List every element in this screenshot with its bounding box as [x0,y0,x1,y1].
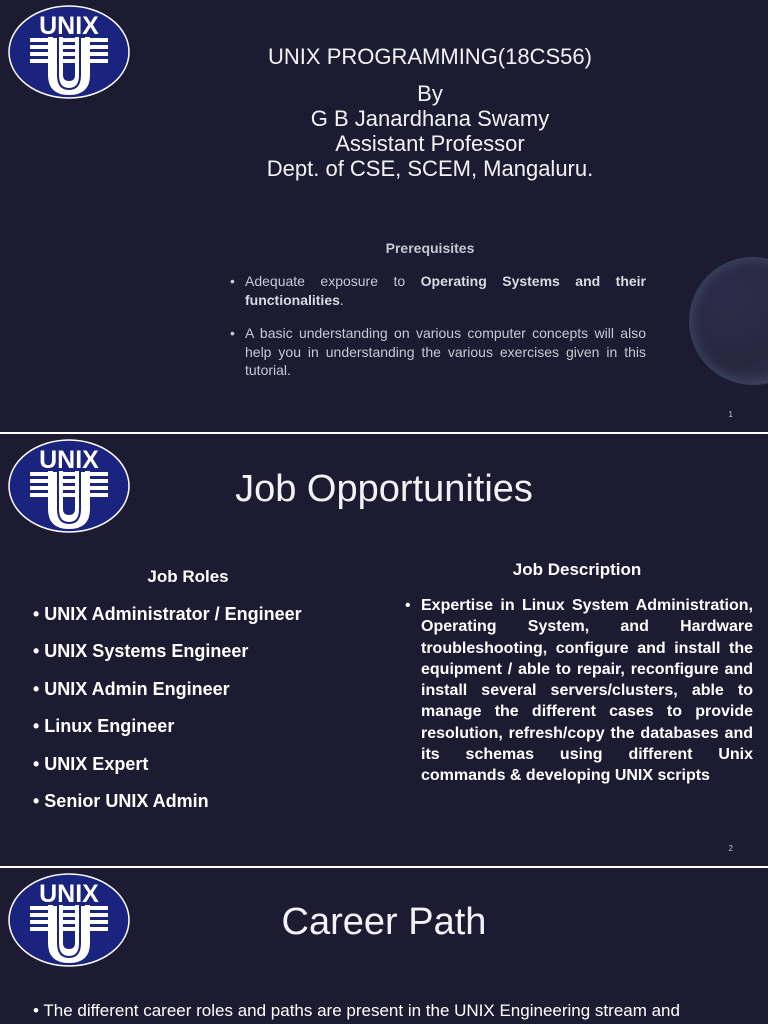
prerequisite-item [230,272,646,309]
job-role-item: • UNIX Administrator / Engineer [33,604,302,624]
job-role-item: • UNIX Admin Engineer [33,678,230,699]
prereq-text: Adequate exposure to [245,273,421,289]
prerequisites-heading: Prerequisites [385,240,475,256]
author-title: Assistant Professor [335,131,525,156]
slide-1 [0,0,768,432]
prerequisites-list [230,272,646,395]
logo-text: UNIX [39,880,99,908]
logo-text: UNIX [39,446,99,474]
slide-3 [0,868,768,1024]
logo-text: UNIX [39,12,99,40]
unix-logo-icon [8,439,130,533]
decorative-orb [690,258,768,384]
slide-2 [0,434,768,866]
career-path-bullet: • The different career roles and paths are present in the UNIX Engineering stream and [33,1001,680,1020]
author-dept: Dept. of CSE, SCEM, Mangaluru. [266,156,594,181]
unix-logo-icon [8,5,130,99]
spacer [200,69,660,81]
prerequisite-item: • A basic understanding on various computer concepts will also help you in understanding the various exercises given in this tutorial. [230,324,646,380]
job-description [405,595,753,787]
job-role-item: • UNIX Systems Engineer [33,641,249,662]
slide-number: 1 [728,410,733,419]
unix-logo-icon [8,873,130,967]
author-name: G B Janardhana Swamy [310,106,550,131]
job-roles-list [33,604,302,828]
title-block [200,44,660,181]
job-roles-heading: Job Roles [147,567,229,586]
slide-title: Job Opportunities [235,468,533,510]
by-line: By [417,81,443,106]
prereq-period: . [339,291,344,308]
job-role-item: • Linux Engineer [33,716,175,737]
slide-title: Career Path [281,901,487,943]
job-description-text: • Expertise in Linux System Administration, Operating System, and Hardware troubleshooting, configure and install the equipment / able to repair, reconfigure and install several servers/clusters, able to manage the different cases to provide resolution, refresh/copy the databases and its schemas using different Unix commands & developing UNIX scripts [405,595,753,787]
course-title: UNIX PROGRAMMING(18CS56) [268,44,592,69]
job-role-item: • UNIX Expert [33,753,149,774]
job-description-heading: Job Description [512,560,642,579]
job-role-item: • Senior UNIX Admin [33,790,209,811]
prereq-bold: Operating Systems and their functionalities [245,273,646,308]
slide-number: 2 [728,844,733,853]
